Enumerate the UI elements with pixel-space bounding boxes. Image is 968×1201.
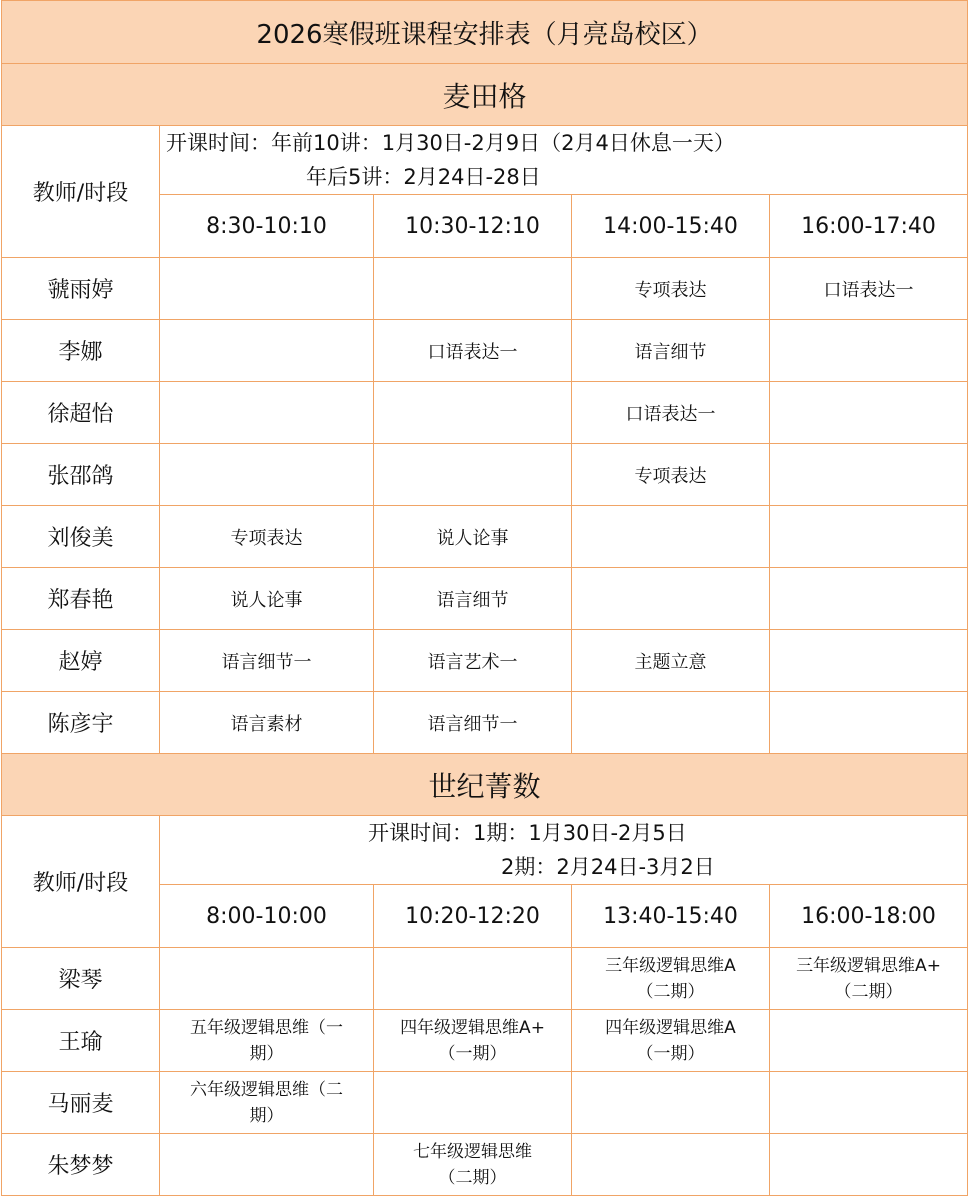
table-row [2,568,968,630]
course-cell [770,382,968,444]
teacher-name: 梁琴 [2,948,160,1010]
teacher-name: 刘俊美 [2,506,160,568]
course-line2: （二期） [834,981,903,1002]
course-line2: 期） [249,1043,284,1064]
teacher-name: 张邵鸽 [2,444,160,506]
table-row [2,320,968,382]
course-cell: 语言细节一 [160,630,374,692]
course-cell [770,692,968,754]
course-cell [770,506,968,568]
course-cell: 语言细节一 [374,692,572,754]
course-line1: 三年级逻辑思维A [605,955,736,976]
course-time-line1: 开课时间：1期：1月30日-2月5日 [368,821,687,845]
course-cell [572,692,770,754]
course-cell: 语言细节 [374,568,572,630]
course-time-line1: 开课时间：年前10讲：1月30日-2月9日（2月4日休息一天） [166,131,735,155]
teacher-name: 王瑜 [2,1010,160,1072]
course-cell [572,948,770,1010]
teacher-name: 朱梦梦 [2,1134,160,1196]
course-time-info [160,816,968,885]
course-cell [160,1010,374,1072]
course-line2: 期） [249,1105,284,1126]
course-cell: 专项表达 [160,506,374,568]
table-row [2,444,968,506]
teacher-name: 陈彦宇 [2,692,160,754]
course-cell: 口语表达一 [374,320,572,382]
table-row [2,258,968,320]
course-cell [770,320,968,382]
course-cell: 语言细节 [572,320,770,382]
table-row [2,692,968,754]
time-slot: 14:00-15:40 [572,195,770,258]
course-time-info [160,126,968,195]
course-cell [160,382,374,444]
course-cell [770,948,968,1010]
course-line1: 七年级逻辑思维 [413,1141,532,1162]
teacher-name: 马丽麦 [2,1072,160,1134]
course-cell [374,1072,572,1134]
table-row [2,1072,968,1134]
table-row [2,948,968,1010]
table-row [2,506,968,568]
time-slot: 16:00-17:40 [770,195,968,258]
course-cell [770,444,968,506]
time-slot: 16:00-18:00 [770,885,968,948]
course-cell [572,1072,770,1134]
course-cell [160,1072,374,1134]
course-cell [374,382,572,444]
time-slot: 10:30-12:10 [374,195,572,258]
course-cell [572,1010,770,1072]
table-row [2,1134,968,1196]
course-cell: 语言素材 [160,692,374,754]
teacher-period-header: 教师/时段 [2,816,160,948]
course-cell [160,1134,374,1196]
course-cell [770,1134,968,1196]
teacher-name: 赵婷 [2,630,160,692]
table-row [2,1010,968,1072]
course-cell [160,258,374,320]
course-cell [160,444,374,506]
course-cell [374,948,572,1010]
time-slot: 8:00-10:00 [160,885,374,948]
section-title-shijijingshu: 世纪菁数 [2,754,968,816]
time-slot: 10:20-12:20 [374,885,572,948]
course-cell [160,948,374,1010]
course-cell [374,258,572,320]
course-cell: 专项表达 [572,258,770,320]
course-cell: 口语表达一 [572,382,770,444]
course-cell: 口语表达一 [770,258,968,320]
course-cell: 专项表达 [572,444,770,506]
course-line1: 六年级逻辑思维（二 [190,1079,343,1100]
course-cell: 说人论事 [374,506,572,568]
schedule-table [1,0,968,1196]
time-slot: 13:40-15:40 [572,885,770,948]
table-row [2,630,968,692]
teacher-name: 徐超怡 [2,382,160,444]
course-cell [572,506,770,568]
course-cell [572,568,770,630]
course-cell [770,1010,968,1072]
course-cell [572,1134,770,1196]
table-row [2,382,968,444]
course-cell: 语言艺术一 [374,630,572,692]
teacher-name: 虢雨婷 [2,258,160,320]
course-time-line2: 年后5讲：2月24日-28日 [306,165,541,189]
course-cell [770,630,968,692]
time-slot: 8:30-10:10 [160,195,374,258]
page-title: 2026寒假班课程安排表（月亮岛校区） [2,1,968,64]
teacher-name: 李娜 [2,320,160,382]
course-cell [770,1072,968,1134]
course-line1: 四年级逻辑思维A [605,1017,736,1038]
course-line1: 五年级逻辑思维（一 [190,1017,343,1038]
course-line1: 三年级逻辑思维A+ [796,955,941,976]
course-line2: （一期） [438,1043,507,1064]
course-line2: （二期） [636,981,705,1002]
teacher-name: 郑春艳 [2,568,160,630]
section-title-maitiange: 麦田格 [2,64,968,126]
course-cell [160,320,374,382]
course-cell [770,568,968,630]
course-cell [374,1134,572,1196]
course-cell [374,1010,572,1072]
course-cell: 说人论事 [160,568,374,630]
course-line2: （一期） [636,1043,705,1064]
course-cell: 主题立意 [572,630,770,692]
course-line2: （二期） [438,1167,507,1188]
course-time-line2: 2期：2月24日-3月2日 [501,855,715,879]
course-cell [374,444,572,506]
teacher-period-header: 教师/时段 [2,126,160,258]
course-line1: 四年级逻辑思维A+ [400,1017,545,1038]
